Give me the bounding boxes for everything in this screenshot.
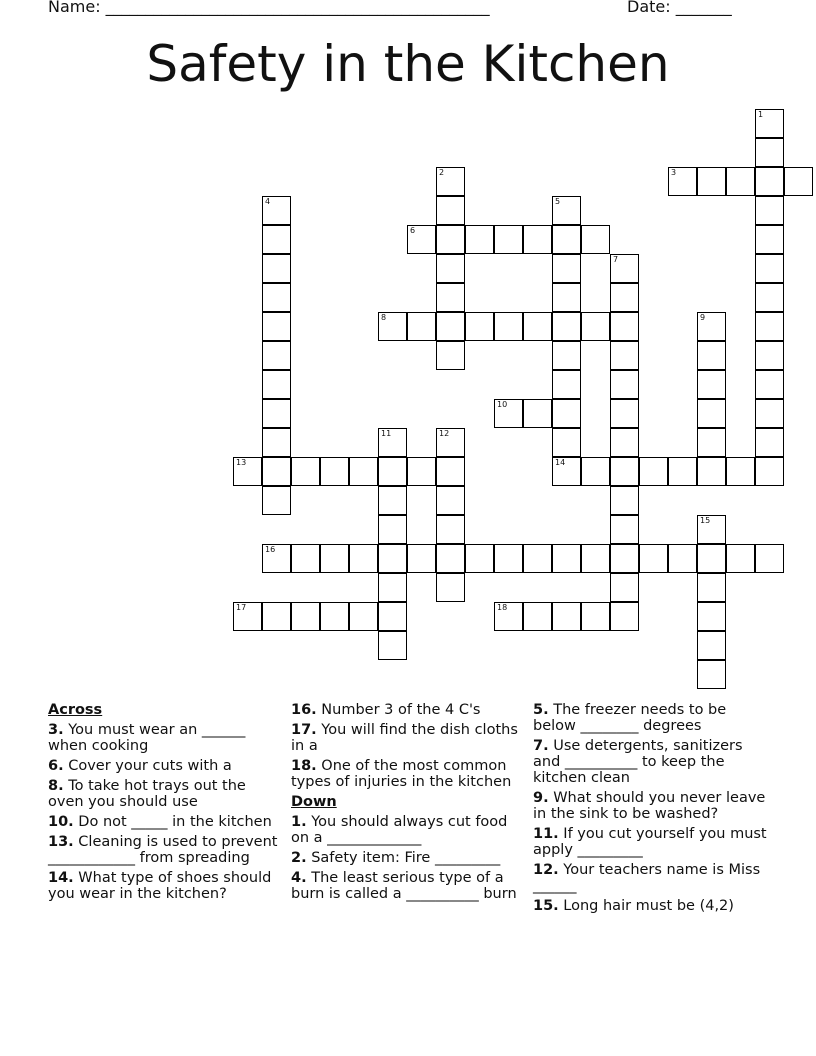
grid-cell[interactable] xyxy=(465,312,494,341)
grid-cell[interactable] xyxy=(755,544,784,573)
clue-number: 14. xyxy=(48,870,74,886)
grid-cell[interactable] xyxy=(262,370,291,399)
grid-cell[interactable] xyxy=(436,486,465,515)
grid-cell[interactable] xyxy=(697,660,726,689)
clue-number: 17 xyxy=(236,603,247,612)
clue-number: 4. xyxy=(291,870,307,886)
grid-cell[interactable] xyxy=(407,225,436,254)
grid-cell[interactable] xyxy=(726,457,755,486)
grid-cell[interactable] xyxy=(610,544,639,573)
grid-cell[interactable] xyxy=(610,515,639,544)
grid-cell[interactable] xyxy=(552,341,581,370)
grid-cell[interactable] xyxy=(610,283,639,312)
grid-cell[interactable] xyxy=(697,341,726,370)
grid-cell[interactable] xyxy=(262,399,291,428)
grid-cell[interactable] xyxy=(320,457,349,486)
clue-text: To take hot trays out the oven you should use xyxy=(48,778,246,810)
clue-text: If you cut yourself you must apply _________ xyxy=(533,826,767,858)
grid-cell[interactable] xyxy=(639,544,668,573)
grid-cell[interactable] xyxy=(523,312,552,341)
clue-number: 12 xyxy=(439,429,450,438)
page-title: Safety in the Kitchen xyxy=(146,35,670,93)
grid-cell[interactable] xyxy=(436,457,465,486)
grid-cell[interactable] xyxy=(349,544,378,573)
grid-cell[interactable] xyxy=(378,486,407,515)
grid-cell[interactable] xyxy=(755,341,784,370)
across-clue xyxy=(48,870,280,902)
clue-number: 7 xyxy=(613,255,619,264)
clue-text: Cover your cuts with a xyxy=(63,758,232,774)
grid-cell[interactable] xyxy=(378,312,407,341)
grid-cell[interactable] xyxy=(610,399,639,428)
grid-cell[interactable] xyxy=(378,573,407,602)
clues-column-3 xyxy=(533,702,773,918)
clue-number: 5. xyxy=(533,702,549,718)
grid-cell[interactable] xyxy=(262,544,291,573)
grid-cell[interactable] xyxy=(697,544,726,573)
clue-number: 7. xyxy=(533,738,549,754)
grid-cell[interactable] xyxy=(291,457,320,486)
grid-cell[interactable] xyxy=(378,457,407,486)
grid-cell[interactable] xyxy=(349,457,378,486)
clue-text: The least serious type of a burn is called a __________ burn xyxy=(291,870,517,902)
grid-cell[interactable] xyxy=(407,457,436,486)
clue-number: 3 xyxy=(671,168,677,177)
down-clue xyxy=(291,870,527,902)
name-field[interactable]: Name: ________________________________________________ xyxy=(48,0,490,16)
clue-number: 1 xyxy=(758,110,764,119)
grid-cell[interactable] xyxy=(436,225,465,254)
grid-cell[interactable] xyxy=(697,428,726,457)
grid-cell[interactable] xyxy=(320,544,349,573)
grid-cell[interactable] xyxy=(697,370,726,399)
grid-cell[interactable] xyxy=(378,602,407,631)
clue-number: 13. xyxy=(48,834,74,850)
down-clue xyxy=(533,738,773,786)
grid-cell[interactable] xyxy=(465,544,494,573)
grid-cell[interactable] xyxy=(552,457,581,486)
clue-number: 11. xyxy=(533,826,559,842)
grid-cell[interactable] xyxy=(262,225,291,254)
grid-cell[interactable] xyxy=(755,254,784,283)
clue-number: 2 xyxy=(439,168,445,177)
grid-cell[interactable] xyxy=(610,457,639,486)
clue-number: 15. xyxy=(533,898,559,914)
grid-cell[interactable] xyxy=(755,370,784,399)
grid-cell[interactable] xyxy=(697,312,726,341)
clue-text: What should you never leave in the sink to be washed? xyxy=(533,790,766,822)
grid-cell[interactable] xyxy=(755,138,784,167)
grid-cell[interactable] xyxy=(610,573,639,602)
grid-cell[interactable] xyxy=(697,399,726,428)
across-clue xyxy=(48,834,280,866)
down-clue xyxy=(291,850,527,866)
clues-column-2 xyxy=(291,702,527,906)
grid-cell[interactable] xyxy=(697,457,726,486)
clue-text: What type of shoes should you wear in the kitchen? xyxy=(48,870,272,902)
across-clue xyxy=(48,722,280,754)
clue-text: One of the most common types of injuries in the kitchen xyxy=(291,758,512,790)
grid-cell[interactable] xyxy=(407,544,436,573)
grid-cell[interactable] xyxy=(523,225,552,254)
clue-number: 4 xyxy=(265,197,271,206)
grid-cell[interactable] xyxy=(755,283,784,312)
grid-cell[interactable] xyxy=(552,399,581,428)
grid-cell[interactable] xyxy=(755,457,784,486)
clue-text: Do not _____ in the kitchen xyxy=(73,814,272,830)
clue-number: 3. xyxy=(48,722,64,738)
grid-cell[interactable] xyxy=(697,573,726,602)
clue-text: Long hair must be (4,2) xyxy=(558,898,734,914)
grid-cell[interactable] xyxy=(494,544,523,573)
clue-text: You must wear an ______ when cooking xyxy=(48,722,246,754)
grid-cell[interactable] xyxy=(784,167,813,196)
clue-number: 5 xyxy=(555,197,561,206)
grid-cell[interactable] xyxy=(552,370,581,399)
clue-number: 14 xyxy=(555,458,566,467)
clue-number: 10. xyxy=(48,814,74,830)
grid-cell[interactable] xyxy=(697,602,726,631)
grid-cell[interactable] xyxy=(610,254,639,283)
clue-number: 9 xyxy=(700,313,706,322)
grid-cell[interactable] xyxy=(262,486,291,515)
grid-cell[interactable] xyxy=(436,515,465,544)
clue-number: 2. xyxy=(291,850,307,866)
grid-cell[interactable] xyxy=(755,312,784,341)
grid-cell[interactable] xyxy=(755,428,784,457)
grid-cell[interactable] xyxy=(639,457,668,486)
grid-cell[interactable] xyxy=(291,602,320,631)
grid-cell[interactable] xyxy=(581,602,610,631)
down-clue xyxy=(533,790,773,822)
grid-cell[interactable] xyxy=(320,602,349,631)
clue-number: 12. xyxy=(533,862,559,878)
grid-cell[interactable] xyxy=(755,196,784,225)
grid-cell[interactable] xyxy=(610,486,639,515)
across-clue xyxy=(48,758,280,774)
clue-number: 1. xyxy=(291,814,307,830)
across-clue xyxy=(48,814,280,830)
clue-number: 17. xyxy=(291,722,317,738)
grid-cell[interactable] xyxy=(697,631,726,660)
grid-cell[interactable] xyxy=(581,225,610,254)
down-clue xyxy=(533,862,773,894)
grid-cell[interactable] xyxy=(378,515,407,544)
clue-number: 15 xyxy=(700,516,711,525)
grid-cell[interactable] xyxy=(291,544,320,573)
down-heading: Down xyxy=(291,794,337,810)
grid-cell[interactable] xyxy=(755,225,784,254)
grid-cell[interactable] xyxy=(378,428,407,457)
grid-cell[interactable] xyxy=(233,602,262,631)
grid-cell[interactable] xyxy=(668,544,697,573)
grid-cell[interactable] xyxy=(523,399,552,428)
grid-cell[interactable] xyxy=(610,341,639,370)
clue-number: 8 xyxy=(381,313,387,322)
grid-cell[interactable] xyxy=(407,312,436,341)
clues-column-1 xyxy=(48,702,280,906)
grid-cell[interactable] xyxy=(552,283,581,312)
grid-cell[interactable] xyxy=(581,457,610,486)
clue-text: You will find the dish cloths in a xyxy=(291,722,518,754)
grid-cell[interactable] xyxy=(262,196,291,225)
grid-cell[interactable] xyxy=(726,544,755,573)
grid-cell[interactable] xyxy=(262,254,291,283)
grid-cell[interactable] xyxy=(552,428,581,457)
date-field[interactable]: Date: _______ xyxy=(627,0,732,16)
down-clue xyxy=(291,814,527,846)
across-heading: Across xyxy=(48,702,103,718)
clue-text: Use detergents, sanitizers and __________ to keep the kitchen clean xyxy=(533,738,743,786)
grid-cell[interactable] xyxy=(755,399,784,428)
grid-cell[interactable] xyxy=(726,167,755,196)
clue-number: 6 xyxy=(410,226,416,235)
across-clue xyxy=(291,702,527,718)
clue-text: You should always cut food on a _____________ xyxy=(291,814,508,846)
grid-cell[interactable] xyxy=(552,225,581,254)
grid-cell[interactable] xyxy=(552,544,581,573)
grid-cell[interactable] xyxy=(552,196,581,225)
grid-cell[interactable] xyxy=(697,167,726,196)
grid-cell[interactable] xyxy=(523,602,552,631)
clue-text: Number 3 of the 4 C's xyxy=(316,702,481,718)
grid-cell[interactable] xyxy=(378,544,407,573)
clue-text: The freezer needs to be below ________ degrees xyxy=(533,702,727,734)
grid-cell[interactable] xyxy=(436,167,465,196)
grid-cell[interactable] xyxy=(465,225,494,254)
grid-cell[interactable] xyxy=(668,457,697,486)
clue-text: Cleaning is used to prevent ____________ from spreading xyxy=(48,834,278,866)
clue-text: Safety item: Fire _________ xyxy=(306,850,501,866)
grid-cell[interactable] xyxy=(523,544,552,573)
grid-cell[interactable] xyxy=(436,573,465,602)
grid-cell[interactable] xyxy=(668,167,697,196)
grid-cell[interactable] xyxy=(581,312,610,341)
grid-cell[interactable] xyxy=(233,457,262,486)
grid-cell[interactable] xyxy=(610,602,639,631)
grid-cell[interactable] xyxy=(436,196,465,225)
grid-cell[interactable] xyxy=(552,254,581,283)
clue-number: 8. xyxy=(48,778,64,794)
grid-cell[interactable] xyxy=(697,515,726,544)
clue-text: Your teachers name is Miss ______ xyxy=(533,862,761,894)
grid-cell[interactable] xyxy=(436,283,465,312)
clue-number: 11 xyxy=(381,429,392,438)
grid-cell[interactable] xyxy=(262,602,291,631)
grid-cell[interactable] xyxy=(552,602,581,631)
grid-cell[interactable] xyxy=(262,341,291,370)
grid-cell[interactable] xyxy=(262,457,291,486)
grid-cell[interactable] xyxy=(436,428,465,457)
clue-number: 16 xyxy=(265,545,276,554)
grid-cell[interactable] xyxy=(262,312,291,341)
grid-cell[interactable] xyxy=(436,544,465,573)
down-clue xyxy=(533,826,773,858)
clue-number: 6. xyxy=(48,758,64,774)
grid-cell[interactable] xyxy=(755,109,784,138)
clue-number: 18. xyxy=(291,758,317,774)
grid-cell[interactable] xyxy=(494,399,523,428)
grid-cell[interactable] xyxy=(494,312,523,341)
down-clue xyxy=(533,898,773,914)
grid-cell[interactable] xyxy=(581,544,610,573)
grid-cell[interactable] xyxy=(436,341,465,370)
clue-number: 9. xyxy=(533,790,549,806)
down-clue xyxy=(533,702,773,734)
clue-number: 18 xyxy=(497,603,508,612)
clue-number: 10 xyxy=(497,400,508,409)
grid-cell[interactable] xyxy=(494,225,523,254)
grid-cell[interactable] xyxy=(436,312,465,341)
across-clue xyxy=(48,778,280,810)
clue-number: 16. xyxy=(291,702,317,718)
grid-cell[interactable] xyxy=(610,312,639,341)
grid-cell[interactable] xyxy=(494,602,523,631)
grid-cell[interactable] xyxy=(755,167,784,196)
clue-number: 13 xyxy=(236,458,247,467)
across-clue xyxy=(291,758,527,790)
grid-cell[interactable] xyxy=(262,283,291,312)
grid-cell[interactable] xyxy=(610,428,639,457)
across-clue xyxy=(291,722,527,754)
grid-cell[interactable] xyxy=(436,254,465,283)
grid-cell[interactable] xyxy=(610,370,639,399)
grid-cell[interactable] xyxy=(262,428,291,457)
grid-cell[interactable] xyxy=(552,312,581,341)
grid-cell[interactable] xyxy=(349,602,378,631)
grid-cell[interactable] xyxy=(378,631,407,660)
